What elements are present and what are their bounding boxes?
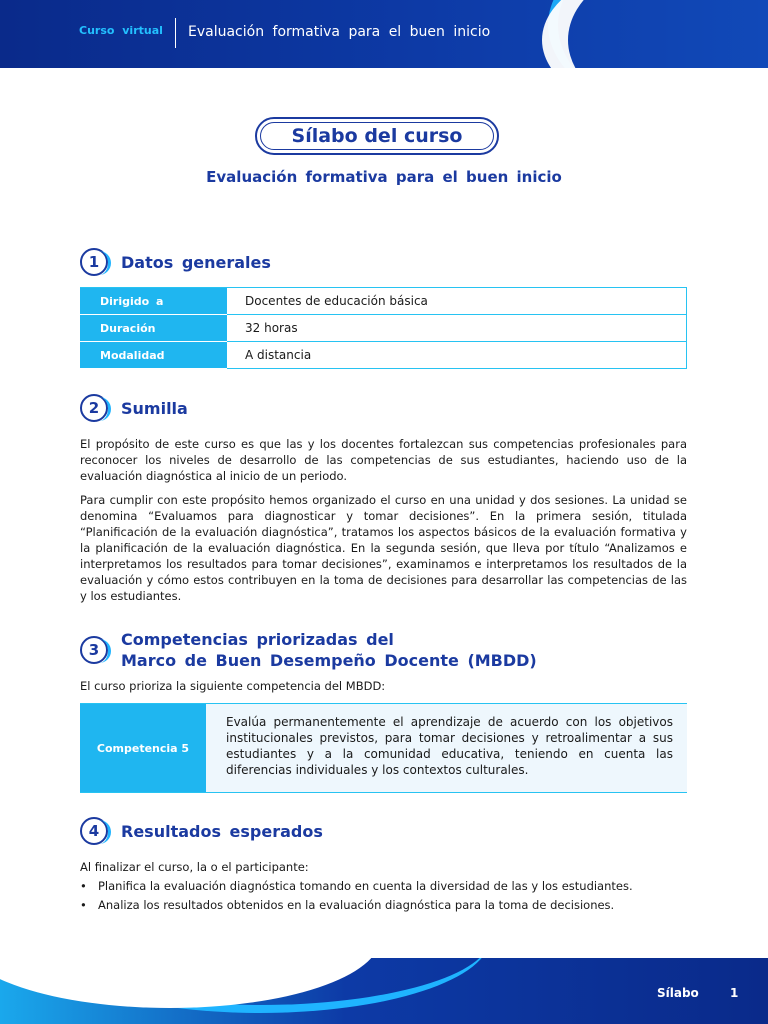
table-row bbox=[80, 342, 687, 369]
document-subtitle: Evaluación formativa para el buen inicio bbox=[206, 168, 562, 186]
resultados-list bbox=[80, 858, 687, 915]
sumilla-paragraph-1: El propósito de este curso es que las y los docentes fortalezcan sus competencias profesionales para reconocer los niveles de desarrollo de las competencias de sus estudiantes, haciendo uso de la evaluación diagnóstica al inicio de un periodo. bbox=[80, 437, 687, 483]
section-title-line-1: Competencias priorizadas del bbox=[121, 630, 394, 649]
list-item bbox=[80, 896, 687, 915]
row-label: Duración bbox=[80, 315, 227, 342]
section-heading-1 bbox=[80, 248, 271, 276]
row-label: Modalidad bbox=[80, 342, 227, 369]
document-title: Sílabo del curso bbox=[291, 125, 463, 147]
header-white-curve bbox=[542, 0, 768, 68]
section-title: Datos generales bbox=[121, 252, 271, 272]
competencia-table bbox=[80, 703, 687, 793]
document-title-box bbox=[255, 117, 499, 155]
page-number: 1 bbox=[730, 986, 739, 1000]
resultados-intro: Al finalizar el curso, la o el participante: bbox=[80, 860, 309, 874]
table-row bbox=[80, 315, 687, 342]
section-number-badge: 3 bbox=[80, 636, 108, 664]
row-value: 32 horas bbox=[227, 315, 687, 342]
competencia-label: Competencia 5 bbox=[80, 704, 206, 792]
row-label: Dirigido a bbox=[80, 288, 227, 315]
list-item-text: Planifica la evaluación diagnóstica tomando en cuenta la diversidad de las y los estudiantes. bbox=[98, 879, 633, 893]
datos-generales-table bbox=[80, 287, 687, 369]
bullet-icon: • bbox=[80, 898, 87, 912]
section-title: Resultados esperados bbox=[121, 821, 323, 841]
list-item bbox=[80, 877, 687, 896]
section-title bbox=[121, 629, 537, 671]
header-title: Evaluación formativa para el buen inicio bbox=[188, 24, 491, 40]
competencia-text: Evalúa permanentemente el aprendizaje de acuerdo con los objetivos institucionales previstos, para tomar decisiones y retroalimentar a sus estudiantes y a la comunidad educativa, teniendo en cuenta las diferencias individuales y los contextos culturales. bbox=[206, 704, 687, 792]
page-footer bbox=[0, 958, 768, 1024]
section-heading-4 bbox=[80, 817, 323, 845]
section-number-badge: 1 bbox=[80, 248, 108, 276]
table-row bbox=[80, 288, 687, 315]
sumilla-paragraph-2: Para cumplir con este propósito hemos organizado el curso en una unidad y dos sesiones. La unidad se denomina “Evaluamos para diagnosticar y tomar decisiones”. En la primera sesión, titulada “Planificación de la evaluación diagnóstica”, tratamos los aspectos básicos de la evaluación formativa y la planificación de la evaluación diagnóstica. En la segunda sesión, que lleva por título “Analizamos e interpretamos los resultados para tomar decisiones”, examinamos e interpretamos los resultados de la evaluación y cómo estos contribuyen en la toma de decisiones para desarrollar las competencias de las y los estudiantes. bbox=[80, 493, 687, 603]
section-heading-2 bbox=[80, 394, 188, 422]
header-course-label: Curso virtual bbox=[79, 24, 163, 37]
section-title: Sumilla bbox=[121, 398, 188, 418]
bullet-icon: • bbox=[80, 879, 87, 893]
section-number-badge: 4 bbox=[80, 817, 108, 845]
section-title-line-2: Marco de Buen Desempeño Docente (MBDD) bbox=[121, 651, 537, 670]
row-value: A distancia bbox=[227, 342, 687, 369]
list-item-text: Analiza los resultados obtenidos en la evaluación diagnóstica para la toma de decisiones. bbox=[98, 898, 615, 912]
footer-label: Sílabo bbox=[657, 986, 699, 1000]
competencia-intro: El curso prioriza la siguiente competencia del MBDD: bbox=[80, 679, 386, 693]
section-number-badge: 2 bbox=[80, 394, 108, 422]
header-divider bbox=[175, 18, 176, 48]
row-value: Docentes de educación básica bbox=[227, 288, 687, 315]
section-heading-3 bbox=[80, 629, 537, 671]
